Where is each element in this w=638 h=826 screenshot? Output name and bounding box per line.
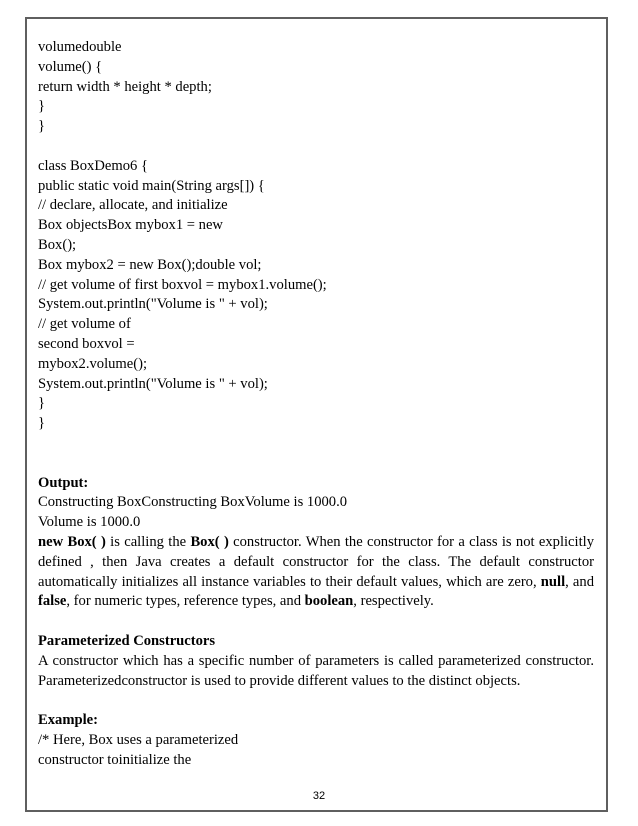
- code-line: }: [38, 98, 46, 115]
- text-run: , respectively.: [353, 593, 434, 610]
- output-section: [38, 474, 594, 613]
- parameterized-section: [38, 632, 594, 691]
- code-block-main: [38, 157, 594, 434]
- output-explanation: [38, 533, 594, 612]
- bold-term: false: [38, 593, 67, 610]
- bold-term: null: [540, 573, 566, 590]
- code-line: }: [38, 415, 46, 432]
- page-number: 32: [312, 790, 326, 802]
- output-line: Constructing BoxConstructing BoxVolume is 1000.0: [38, 494, 348, 511]
- code-line: second boxvol =: [38, 335, 135, 352]
- code-line: mybox2.volume();: [38, 355, 148, 372]
- bold-term: new Box( ): [38, 533, 106, 550]
- code-line: System.out.println("Volume is " + vol);: [38, 296, 268, 313]
- output-heading: Output:: [38, 474, 89, 491]
- code-line: System.out.println("Volume is " + vol);: [38, 375, 268, 392]
- code-line: }: [38, 118, 46, 135]
- code-line: Box objectsBox mybox1 = new: [38, 217, 223, 234]
- code-line: Box();: [38, 236, 77, 253]
- bold-term: boolean: [304, 593, 354, 610]
- example-heading: Example:: [38, 712, 98, 729]
- code-line: // get volume of: [38, 316, 131, 333]
- section-paragraph: A constructor which has a specific number of parameters is called parameterized constructor. Parameterizedconstructor is used to provide different values to the distinct objects.: [38, 652, 594, 689]
- code-line: /* Here, Box uses a parameterized: [38, 731, 239, 748]
- code-line: volumedouble: [38, 39, 122, 55]
- text-run: is calling the: [105, 533, 191, 550]
- page-content: [38, 38, 594, 770]
- code-block-top: [38, 38, 594, 137]
- code-line: volume() {: [38, 58, 103, 75]
- code-line: constructor toinitialize the: [38, 751, 192, 768]
- text-run: constructor. When the constructor for a class is not explicitly defined , then Java creates a default constructor for the class. The default constructor automatically initializes all instance variables to their default values, which are zero,: [38, 533, 594, 590]
- bold-term: Box( ): [190, 533, 229, 550]
- code-line: }: [38, 395, 46, 412]
- text-run: , for numeric types, reference types, and: [66, 593, 305, 610]
- output-line: Volume is 1000.0: [38, 514, 141, 531]
- code-line: // declare, allocate, and initialize: [38, 197, 228, 214]
- code-line: public static void main(String args[]) {: [38, 177, 265, 194]
- code-line: return width * height * depth;: [38, 78, 212, 95]
- example-section: [38, 711, 594, 770]
- code-line: // get volume of first boxvol = mybox1.volume();: [38, 276, 327, 293]
- code-line: Box mybox2 = new Box();double vol;: [38, 256, 262, 273]
- code-line: class BoxDemo6 {: [38, 157, 148, 174]
- section-heading: Parameterized Constructors: [38, 632, 216, 649]
- text-run: , and: [565, 573, 594, 590]
